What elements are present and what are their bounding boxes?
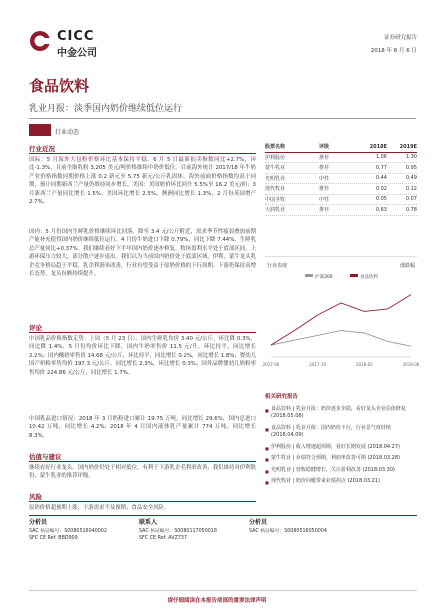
chart-unit: 涨跌幅 xyxy=(399,263,415,269)
legend-label: 沪深300 xyxy=(315,275,333,280)
table-cell: 天润乳业 xyxy=(265,207,286,214)
x-tick-label: 2017-06 xyxy=(262,362,280,367)
table-cell: 0.05 xyxy=(375,196,387,203)
table-cell: 0.63 xyxy=(375,206,387,213)
cicc-logo-icon xyxy=(29,30,51,52)
table-cell: 蒙牛乳业 xyxy=(265,165,286,172)
related-report-link[interactable]: ■ 蒙牛乳业 | 业绩符合预期，利润率改善可期 (2018.03.28) xyxy=(265,455,417,463)
logo-text-cn: 中金公司 xyxy=(57,48,97,59)
table-cell: 光明乳业 xyxy=(265,175,286,182)
series-line xyxy=(271,331,411,347)
table-cell: 0.07 xyxy=(405,196,417,203)
table-cell: 0.02 xyxy=(375,185,387,192)
table-header-cell: 评级 xyxy=(319,144,330,151)
table-cell: 推荐 xyxy=(319,186,330,193)
analyst-block xyxy=(29,519,124,542)
section-heading: 风险 xyxy=(29,493,42,501)
analyst-role: 分析员 xyxy=(249,519,268,526)
table-cell: 伊利股份 xyxy=(265,154,286,161)
related-report-link[interactable]: ■ 现代牧业 | 奶价回暖带来业绩拐点 (2018.03.21) xyxy=(265,478,417,486)
paragraph: 国内：5 月份国内生鲜乳价格继续环比回落，降至 3.4 元/公斤附近，需求季节性疲弱叠加前期产能补充使得国内奶价继续低位运行。4 月份牛奶进口下降 0.79%，同比下降 7.44%，生鲜乳总产量同比+0.37%。我们继续看好下半年国内奶价逐步修复。牧场盈利水平处于底部区间，上游环保压力较大，部分散户逐步退出。我们认为当前国内奶价处于底部区域，伊利、蒙牛龙头乳企竞争格局趋于平稳，乳企利润率改善，行业有望受益于原奶价格的下行周期。下游仍保持高增长态势，龙头份额持续提升。 xyxy=(29,229,256,278)
section-divider xyxy=(29,501,256,502)
related-report-link[interactable]: ■ 光明乳业 | 营收稳健增长，关注盈利改善 (2018.03.30) xyxy=(265,467,417,475)
table-cell: 推荐 xyxy=(319,207,330,214)
table-cell: 中性 xyxy=(319,196,330,203)
table-cell: 0.77 xyxy=(375,164,387,171)
section-heading: 行业近况 xyxy=(29,145,55,153)
doc-type: 证券研究报告 xyxy=(383,35,417,41)
related-report-link[interactable]: ■ 伊利股份 | 收入增速超预期，看好长期发展 (2018.04.27) xyxy=(265,444,417,452)
footer-divider xyxy=(29,515,417,516)
table-cell: 0.95 xyxy=(405,164,417,171)
related-report-link[interactable]: ■ 食品饮料 | 乳业月报：国内奶价下行，行业景气度持续 (2018.04.09) xyxy=(265,425,417,440)
analyst-sfc: SFC CE Ref: BBD909 xyxy=(29,536,78,541)
analyst-role: 分析员 xyxy=(29,519,48,526)
section-heading: 评论 xyxy=(29,324,42,332)
series-line xyxy=(271,295,411,345)
related-report-link[interactable]: ■ 食品饮料 | 乳业月报：奶价逐步企稳，看好龙头企业估值修复 (2018.05.08) xyxy=(265,406,417,421)
related-reports xyxy=(265,394,417,490)
page-subtitle: 乳业月报：淡季国内奶价维续低位运行 xyxy=(29,104,183,114)
x-tick-label: 2017-10 xyxy=(309,362,327,367)
table-cell: 1.06 xyxy=(375,154,387,161)
table-cell: 0.44 xyxy=(375,175,387,182)
table-header-cell: 2018E xyxy=(369,143,387,150)
table-cell: 现代牧业 xyxy=(265,186,286,193)
x-tick-label: 2018-02 xyxy=(355,362,373,367)
analyst-block xyxy=(139,519,234,542)
table-row xyxy=(265,163,417,174)
paragraph: 国际：5 月海外大包粉价格环比基本保持平稳。6 月 5 日最新拍卖指数同比+2.7%，环比-1.3%，且前全脂乳粉 3,205 美元/吨价格维续中奶价低位。目前海外统计 2017/18 年牛奶产业价格指数同期价格上涨 0.2 新元至 5.75 新元/公斤乳固体。海外前面价格指数均高于同期，预计同期新西兰产量仍维持同步增长。美国：美国奶价环比回升 5.5%至 16.2 美元/担；3 月新西兰产量同比增长 1.5%；美国环比增长 2.5%，澳洲同比增长 1.3%，2 月份英国增产 2.7%。 xyxy=(29,157,256,206)
section-heading: 估值与建议 xyxy=(29,453,62,461)
paragraph: 中国乳品价格指数走势：上周（5 月 23 日），国内生鲜乳均价 3.40 元/公斤，环比降 0.3%，同比降 1.4%，5 月份均价环比下降，国内牛奶零售价 11.5 元/升，环比持平，同比增长 2.2%；国内酸奶零售价 14.68 元/公斤，环比持平，同比增长 0.2%，同比增长 1.8%；婴幼儿国产奶粉零售均价 197.3 元/公斤，同比增长 2.3%，环比增长 0.3%；国外品牌婴幼儿奶粉零售均价 224.86 元/公斤，同比增长 1.7%。 xyxy=(29,336,256,376)
table-cell: 1.30 xyxy=(405,154,417,161)
table-cell: 0.12 xyxy=(405,185,417,192)
analyst-sac: SAC 执证编号：S0080117050018 xyxy=(139,529,217,534)
paragraph: 原奶价格超预期上涨；下游需求不及预期；食品安全风险。 xyxy=(29,505,170,511)
paragraph: 继续看好行业龙头。国内奶价仍处于相对低位，有利于下游乳企毛利率改善，我们维持对伊利股份、蒙牛乳业的推荐评级。 xyxy=(29,465,256,480)
chart-title: 行业表现 xyxy=(267,263,288,269)
performance-chart xyxy=(262,256,420,372)
table-row xyxy=(265,184,417,195)
title-divider xyxy=(29,118,416,119)
analyst-sac: SAC 执证编号：S0080516050004 xyxy=(249,529,327,534)
report-tag: 行业动态 xyxy=(55,129,80,136)
related-heading: 相关研究报告 xyxy=(265,394,299,400)
table-cell: 0.49 xyxy=(405,175,417,182)
legal-disclaimer: 请仔细阅读在本报告尾部的重要法律声明 xyxy=(167,598,267,604)
logo-text-en: CICC xyxy=(57,29,95,44)
section-divider xyxy=(29,332,256,333)
table-row xyxy=(265,174,417,185)
table-cell: 推荐 xyxy=(319,165,330,172)
section-divider xyxy=(29,153,256,154)
table-header-cell: 股票名称 xyxy=(265,144,286,151)
table-header-row xyxy=(265,142,417,153)
valuation-table xyxy=(265,142,417,216)
table-cell: 0.78 xyxy=(405,206,417,213)
table-row xyxy=(265,195,417,206)
footnote-divider xyxy=(29,590,417,591)
table-cell: 推荐 xyxy=(319,154,330,161)
tag-marker xyxy=(29,124,51,136)
legend-swatch xyxy=(350,274,358,277)
legend-swatch xyxy=(305,274,313,277)
doc-date: 2018 年 6 月 6 日 xyxy=(370,48,417,54)
table-cell: 中国圣牧 xyxy=(265,196,286,203)
analyst-block xyxy=(249,519,344,535)
x-tick-label: 2018-06 xyxy=(402,362,420,367)
paragraph: 中国乳品进口情况：2018 年 3 月奶粉进口累计 19.75 万吨，同比增长 29.6%，国内总进口 10.42 万吨，同比增长 4.2%；2018 年 4 月国内液体乳产量累计 774 万吨，同比增长 8.3%。 xyxy=(29,416,256,439)
table-row xyxy=(265,205,417,216)
line-chart xyxy=(262,271,420,371)
table-header-cell: 2019E xyxy=(399,143,417,150)
table-row xyxy=(265,153,417,164)
analyst-sfc: SFC CE Ref: AVZ737 xyxy=(139,536,188,541)
legend-label: 食品饮料 xyxy=(360,275,378,280)
analyst-role: 联系人 xyxy=(139,519,158,526)
section-divider xyxy=(29,461,256,462)
page-title: 食品饮料 xyxy=(29,77,90,95)
table-cell: 中性 xyxy=(319,175,330,182)
analyst-sac: SAC 执证编号：S0080516040002 xyxy=(29,529,107,534)
